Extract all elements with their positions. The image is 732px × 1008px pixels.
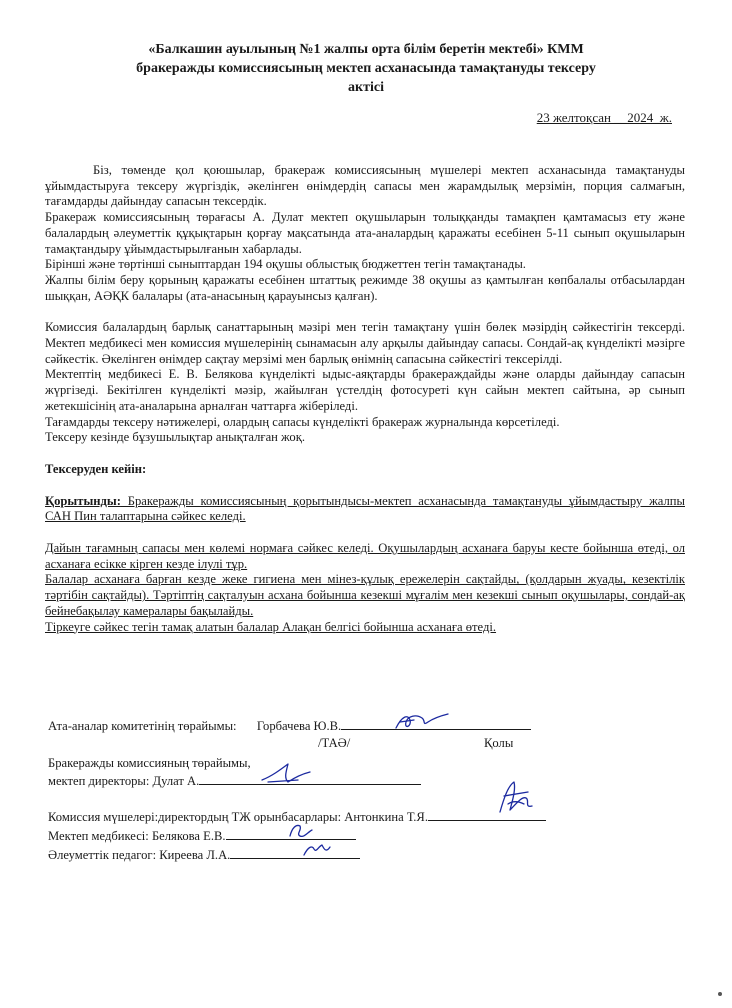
conclusion-free-meal-access: Тіркеуге сәйкес тегін тамақ алатын балалар Алақан белгісі бойынша асханаға өтеді. [45,619,497,634]
signature-caption: Қолы [484,736,514,750]
social-teacher-label: Әлеуметтік педагог: Киреева Л.А. [48,848,231,862]
title-line-1: «Балкашин ауылының №1 жалпы орта білім беретін мектебі» КММ [148,42,584,57]
paragraph-chair-report: Бракераж комиссиясының төрағасы А. Дулат мектеп оқушыларын толыққанды тамақпен қамтамасыз ету және балалардың әлеуметтік құқықтарын қорғау мақсатында ата-аналардың қаражаты есебінен 5-11 сынып оқушыларын тамақтандыру ұйымдастырылғанын хабарлады. [45,210,685,256]
director-label: мектеп директоры: Дулат А. [48,774,200,788]
document-title [40,40,692,97]
nurse-label: Мектеп медбикесі: Белякова Е.В. [48,829,226,843]
title-line-3: актісі [348,80,384,95]
chair-title: Бракеражды комиссияның төрайымы, [48,756,251,770]
after-inspection-heading: Тексеруден кейін: [45,461,147,476]
director-line [48,772,421,789]
conclusion-label: Қорытынды: [45,493,121,508]
paragraph-free-meals: Бірінші және төртінші сыныптардан 194 оқушы облыстық бюджеттен тегін тамақтанады. [45,257,526,272]
page-mark [718,992,722,996]
handwritten-signature [300,839,334,859]
document-body [45,163,685,635]
handwritten-signature [392,710,452,734]
conclusion-text: Бракеражды комиссиясының қорытындысы-мектеп асханасында тамақтануды ұйымдастыру жалпы САН Пин талаптарына сәйкес келеді. [45,493,685,524]
conclusion-quality: Дайын тағамның сапасы мен көлемі нормаға сәйкес келеді. Оқушылардың асханаға баруы кесте бойынша өтеді, ол асханаға есікке кірген кезде ілулі тұр. [45,541,685,571]
signature-line [230,846,360,859]
full-name-caption: /ТАӘ/ [318,736,351,750]
paragraph-nurse: Мектептің медбикесі Е. В. Белякова күнделікті ыдыс-аяқтарды бракераждайды және оларды дайындау сапасын жүргізеді. Бекітілген күнделікті мәзір, жайылған үстелдің фотосуреті күн сайын мектеп сайтына, әр сынып жетекшісінің ата-аналарына арналған чаттарға жіберіледі. [45,367,685,413]
parents-committee-name: Горбачева Ю.В. [256,719,342,733]
document-date: 23 желтоқсан __2024_ж. [536,110,672,125]
paragraph-results: Тағамдарды тексеру нәтижелері, олардың сапасы күнделікті бракераж журналында көрсетіледі. [45,414,560,429]
parents-committee-line [48,717,531,734]
paragraph-menu-check: Комиссия балалардың барлық санаттарының мәзірі мен тегін тамақтану үшін бөлек мәзірдің сәйкестігін тексерді. Мектеп медбикесі мен комиссия мүшелерінің сынамасын алу арқылы дайындау сапасы. Сондай-ақ күнделікті мәзірге сәйкестік. Әкелінген өнімдер сақтау мерзімі мен барлық өнімнің сапасына сәйкестігі тексерілді. [45,320,685,366]
conclusion-paragraph [45,494,685,525]
handwritten-signature [258,760,314,786]
handwritten-signature [494,778,538,818]
title-line-2: бракеражды комиссиясының мектеп асханасында тамақтануды тексеру [136,61,596,76]
conclusion-hygiene: Балалар асханаға барған кезде жеке гигиена мен мінез-құлық ережелерін сақтайды, (қолдарын жуады, кезектілік тәртібін сақтайды). Тәртіптің сақталуын асхана бойынша кезекші мұғалім мен кезекші сынып оқушылары, сондай-ақ бейнебақылау камералары бақылайды. [45,572,685,618]
commission-members-label: Комиссия мүшелері:директордың ТЖ орынбасарлары: Антонкина Т.Я. [48,810,428,824]
paragraph-no-violations: Тексеру кезінде бұзушылықтар анықталған жоқ. [45,430,305,445]
paragraph-inspection-intro: Біз, төменде қол қоюшылар, бракераж комиссиясының мүшелері мектеп асханасында тамақтануды ұйымдастыруға тексеру жүргіздік, әкелінген өнімдердің сапасы мен жарамдылық мерзімін, порция салмағын, тағамдарды дайындау сапасын тексердік. [45,163,685,209]
parents-committee-label: Ата-аналар комитетінің төрайымы: [48,719,237,733]
paragraph-general-fund: Жалпы білім беру қорының қаражаты есебінен штаттық режимде 38 оқушы аз қамтылған көпбалалы отбасылардан шыққан, АӘҚК балалары (ата-анасының қарауынсыз қалған). [45,272,685,303]
